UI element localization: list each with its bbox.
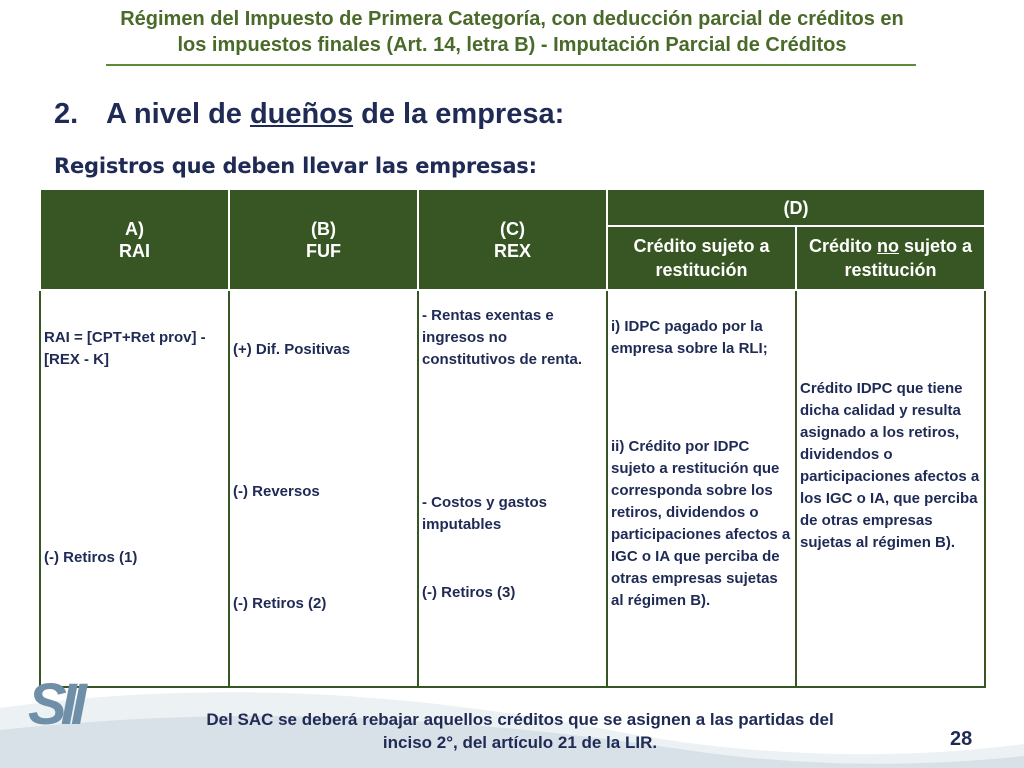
page-number: 28	[950, 728, 973, 750]
credit-idpc-no-restitution: Crédito IDPC que tiene dicha calidad y resulta asignado a los retiros, dividendos o participaciones afectos a los IGC o IA, que perciba de otras empresas sujetas al régimen B).	[800, 380, 980, 551]
header-d2-pre: Crédito	[808, 236, 877, 256]
header-d: (D)	[607, 190, 985, 226]
section-number: 2.	[54, 98, 79, 130]
fuf-reversals: (-) Reversos	[233, 483, 320, 500]
credit-idpc-restitution: ii) Crédito por IDPC sujeto a restitución que corresponda sobre los retiros, dividendos o participaciones afectos a IGC o IA que perciba de otras empresas sujetas al régimen B).	[611, 438, 791, 609]
slide-title-line-2: los impuestos finales (Art. 14, letra B) - Imputación Parcial de Créditos	[177, 34, 847, 56]
rai-retiros: (-) Retiros (1)	[44, 549, 138, 566]
section-heading-post: de la empresa:	[353, 98, 565, 130]
footnote	[150, 708, 890, 754]
rex-costs: - Costos y gastos imputables	[422, 494, 548, 533]
footnote-line-1: Del SAC se deberá rebajar aquellos créditos que se asignen a las partidas del	[206, 710, 834, 729]
fuf-positive-diff: (+) Dif. Positivas	[233, 341, 351, 358]
slide-title-line-1: Régimen del Impuesto de Primera Categoría, con deducción parcial de créditos en	[120, 8, 904, 30]
cell-fuf	[229, 290, 418, 687]
fuf-retiros: (-) Retiros (2)	[233, 595, 327, 612]
header-credit-without-restitution	[796, 226, 985, 290]
header-rex-name: REX	[493, 240, 531, 261]
subheading: Registros que deben llevar las empresas:	[54, 154, 537, 178]
rex-retiros: (-) Retiros (3)	[422, 584, 516, 601]
credit-idpc-paid: i) IDPC pagado por la empresa sobre la RLI;	[611, 318, 768, 357]
sii-logo: SII	[28, 672, 81, 737]
section-heading-underlined: dueños	[249, 98, 354, 130]
cell-rex	[418, 290, 607, 687]
cell-credit-without-restitution	[796, 290, 985, 687]
footnote-line-2: inciso 2°, del artículo 21 de la LIR.	[382, 733, 658, 752]
header-rai	[40, 190, 229, 290]
section-heading	[54, 98, 564, 131]
header-rai-name: RAI	[119, 240, 150, 261]
slide-title	[60, 6, 964, 58]
rai-formula: RAI = [CPT+Ret prov] - [REX - K]	[44, 329, 206, 368]
header-rai-label: A)	[125, 218, 144, 239]
cell-rai	[40, 290, 229, 687]
header-rex-label: (C)	[500, 218, 525, 239]
header-d2-underlined: no	[876, 236, 899, 256]
header-d2-post: sujeto a restitución	[844, 236, 973, 280]
section-heading-pre: A nivel de	[106, 98, 250, 130]
header-credit-with-restitution: Crédito sujeto a restitución	[607, 226, 796, 290]
header-rex	[418, 190, 607, 290]
registers-table	[39, 190, 986, 688]
header-fuf	[229, 190, 418, 290]
cell-credit-with-restitution	[607, 290, 796, 687]
header-fuf-label: (B)	[311, 218, 336, 239]
title-divider	[106, 64, 916, 66]
rex-exempt-income: - Rentas exentas e ingresos no constitutivos de renta.	[422, 307, 583, 368]
header-fuf-name: FUF	[306, 240, 341, 261]
